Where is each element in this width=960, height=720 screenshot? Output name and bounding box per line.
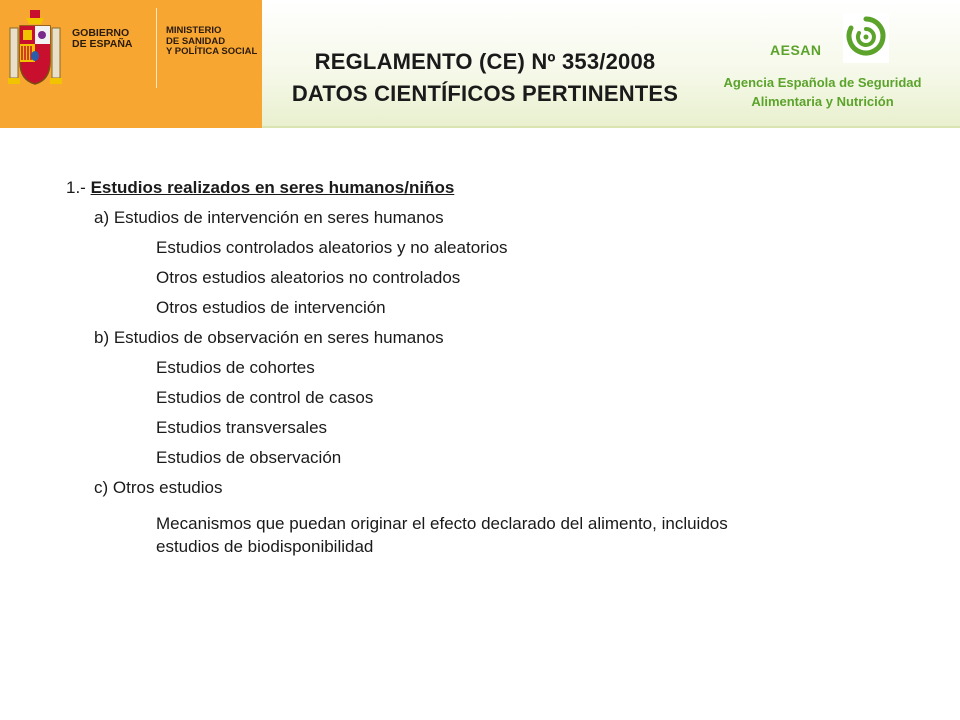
government-name-line1: GOBIERNO xyxy=(72,27,130,39)
list-item: Estudios de observación xyxy=(156,448,342,467)
list-item: c) Otros estudios xyxy=(94,478,223,497)
ministry-line2: DE SANIDAD xyxy=(166,35,226,47)
list-item: Estudios de control de casos xyxy=(156,388,374,407)
aesan-logo-icon xyxy=(843,13,889,63)
agency-name-line1: Agencia Española de Seguridad xyxy=(723,75,922,90)
ministry-line3: Y POLÍTICA SOCIAL xyxy=(166,46,258,57)
ministry-line1: MINISTERIO xyxy=(166,25,222,36)
list-item: Mecanismos que puedan originar el efecto declarado del alimento, incluidos xyxy=(156,514,728,533)
slide-title-line1: REGLAMENTO (CE) Nº 353/2008 xyxy=(314,49,656,74)
list-item: Otros estudios de intervención xyxy=(156,298,386,317)
coat-of-arms-icon xyxy=(6,6,64,98)
government-name-line2: DE ESPAÑA xyxy=(72,38,133,50)
list-item: a) Estudios de intervención en seres humanos xyxy=(94,208,444,227)
list-item: estudios de biodisponibilidad xyxy=(156,537,374,556)
section-heading xyxy=(66,178,454,198)
aesan-label: AESAN xyxy=(770,42,822,58)
list-item: Estudios de cohortes xyxy=(156,358,315,377)
agency-name-line2: Alimentaria y Nutrición xyxy=(751,94,894,109)
list-item: Estudios transversales xyxy=(156,418,328,437)
logo-divider xyxy=(156,8,157,88)
slide-title-line2: DATOS CIENTÍFICOS PERTINENTES xyxy=(291,81,679,106)
slide-header xyxy=(0,0,960,128)
list-item: Otros estudios aleatorios no controlados xyxy=(156,268,461,287)
government-name xyxy=(72,28,132,50)
section-title: Estudios realizados en seres humanos/niños xyxy=(90,178,455,197)
section-number: 1.- xyxy=(66,178,91,197)
list-item: b) Estudios de observación en seres humanos xyxy=(94,328,444,347)
list-item: Estudios controlados aleatorios y no aleatorios xyxy=(156,238,508,257)
